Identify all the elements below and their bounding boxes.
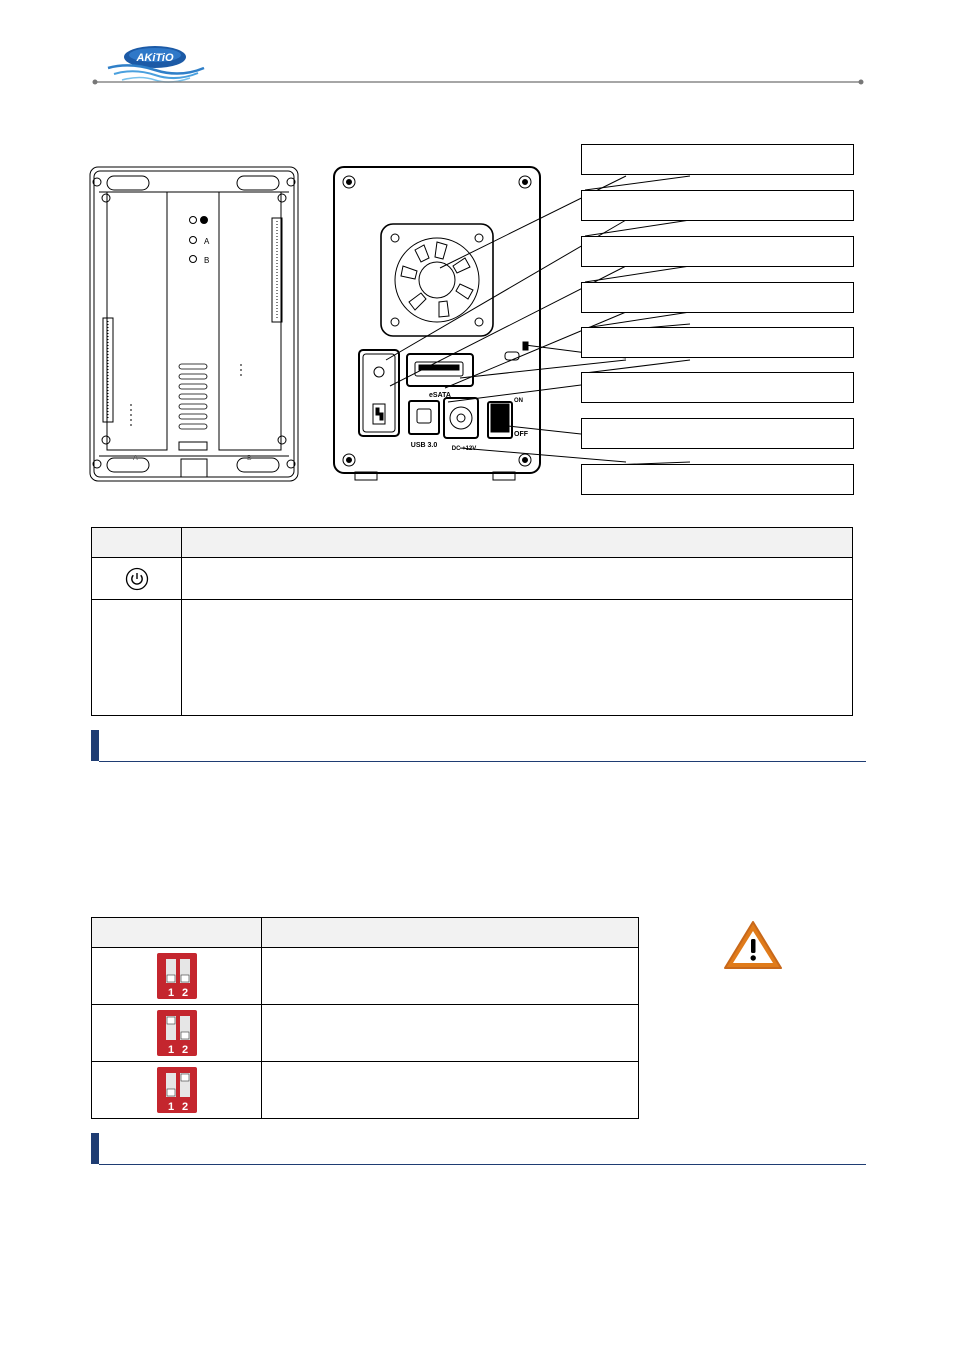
section-heading-1 <box>91 730 866 762</box>
table-cell <box>92 600 182 716</box>
table-header-row <box>92 528 853 558</box>
table-cell <box>92 1005 262 1062</box>
section-heading-2 <box>91 1133 866 1165</box>
front-view-diagram <box>89 166 299 482</box>
table-row <box>92 948 639 1005</box>
warning-triangle-icon <box>722 919 784 971</box>
svg-text:2: 2 <box>181 987 188 999</box>
callout-box-8 <box>581 464 854 495</box>
callout-box-1 <box>581 144 854 175</box>
svg-text:1: 1 <box>167 987 174 999</box>
section-marker <box>91 730 99 761</box>
table-cell <box>182 600 853 716</box>
table-header-cell <box>92 528 182 558</box>
power-icon <box>125 567 149 591</box>
dip-switch-table <box>91 917 639 1119</box>
dip-switch-icon <box>157 1067 197 1113</box>
dc-label: DC +12V <box>451 446 477 452</box>
led-table <box>91 527 853 716</box>
table-header-row <box>92 918 639 948</box>
usb-label: USB 3.0 <box>410 442 438 449</box>
led-label-a: A <box>204 237 210 246</box>
svg-text:2: 2 <box>181 1044 188 1056</box>
header-rule <box>92 79 864 85</box>
table-cell <box>92 948 262 1005</box>
callout-box-5 <box>581 327 854 358</box>
table-row <box>92 600 853 716</box>
svg-text:2: 2 <box>181 1101 188 1113</box>
switch-on-label: ON <box>514 398 523 404</box>
svg-text:1: 1 <box>167 1101 174 1113</box>
bay-label-b: B <box>247 455 252 462</box>
callout-box-7 <box>581 418 854 449</box>
table-header-cell <box>92 918 262 948</box>
dip-switch-icon <box>157 1010 197 1056</box>
led-label-b: B <box>204 256 210 265</box>
table-row <box>92 1062 639 1119</box>
section-marker <box>91 1133 99 1164</box>
table-cell <box>182 558 853 600</box>
callout-box-3 <box>581 236 854 267</box>
table-cell <box>92 1062 262 1119</box>
table-cell <box>262 948 639 1005</box>
switch-off-label: OFF <box>514 431 528 438</box>
bay-label-a: A <box>133 455 138 462</box>
esata-label: eSATA <box>429 392 451 399</box>
section-rule <box>99 761 866 762</box>
table-cell <box>92 558 182 600</box>
table-row <box>92 1005 639 1062</box>
table-cell <box>262 1005 639 1062</box>
callout-box-6 <box>581 372 854 403</box>
logo-text: AKiTiO <box>136 52 174 64</box>
callout-box-4 <box>581 282 854 313</box>
callout-box-2 <box>581 190 854 221</box>
svg-text:1: 1 <box>167 1044 174 1056</box>
dip-switch-icon <box>157 953 197 999</box>
table-header-cell <box>182 528 853 558</box>
table-header-cell <box>262 918 639 948</box>
table-cell <box>262 1062 639 1119</box>
section-rule <box>99 1164 866 1165</box>
table-row <box>92 558 853 600</box>
